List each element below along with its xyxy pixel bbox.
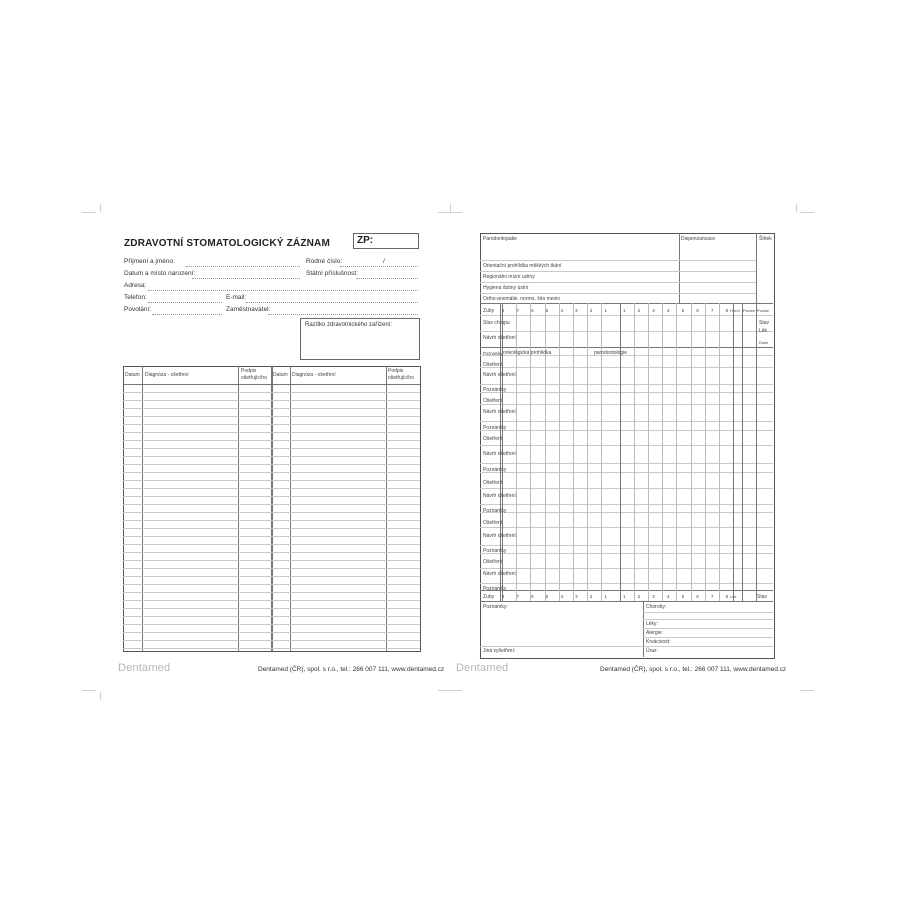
grid-col	[601, 303, 602, 601]
crop-mark	[438, 690, 462, 691]
stamp-label: Razítko zdravotnického zařízení:	[305, 322, 393, 328]
tooth-number: 2	[637, 594, 641, 599]
krvacivost-label: Krvácivost:	[646, 639, 671, 645]
tooth-number: 8	[725, 594, 728, 599]
name-label: Příjmení a jméno:	[124, 258, 175, 265]
stamp-box[interactable]	[300, 318, 420, 360]
table-row[interactable]	[123, 456, 420, 457]
dolni-label: Dolní	[759, 340, 769, 345]
uraz-label: Úraz:	[646, 648, 658, 654]
grid-row	[480, 488, 773, 489]
section-row-1: Orientační prohlídka měkkých tkání	[483, 263, 562, 269]
crop-mark	[100, 692, 101, 700]
tooth-number: 3	[652, 594, 655, 599]
tooth-number: 6	[696, 308, 699, 313]
tooth-number: 1	[604, 594, 607, 599]
birth-date-place-label: Datum a místo narození:	[124, 270, 196, 277]
section-row-3: Hygiena dutiny ústní	[483, 285, 529, 291]
grid-col	[676, 303, 677, 601]
grid-row	[480, 392, 773, 393]
footer-text: Dentamed (ČR), spol. s r.o., tel.: 266 007 111, www.dentamed.cz	[258, 666, 445, 673]
lower-teeth-numbers	[502, 594, 728, 599]
tooth-number: 3	[652, 308, 655, 313]
table-row[interactable]	[123, 528, 420, 529]
rule	[480, 646, 773, 647]
rule	[643, 628, 773, 629]
rule	[480, 271, 756, 272]
grid-row	[480, 315, 773, 316]
osetreni-label: Ošetření	[483, 520, 503, 526]
tooth-number: 7	[710, 308, 714, 313]
table-row[interactable]	[123, 424, 420, 425]
tooth-number: 5	[545, 308, 549, 313]
section-row-2: Regionální mízní uzliny	[483, 274, 535, 280]
rule	[480, 303, 773, 304]
navrh-osetreni-label: Návrh ošetření	[483, 533, 516, 539]
alergie-label: Alergie:	[646, 630, 663, 636]
birth-date-place-field[interactable]	[192, 278, 300, 279]
table-row[interactable]	[123, 504, 420, 505]
parodontopatie-label: Parodontopatie	[483, 236, 517, 242]
grid-col	[705, 303, 706, 601]
grid-row	[480, 404, 773, 405]
grid-col	[620, 303, 621, 601]
date-header: Datum	[125, 372, 140, 378]
poznamky-row-label: Poznámky	[483, 351, 503, 356]
table-row[interactable]	[123, 568, 420, 569]
address-field[interactable]	[148, 290, 418, 291]
rule	[480, 293, 756, 294]
tooth-number: 1	[623, 308, 626, 313]
poznamky-row-label: Poznámky	[483, 508, 507, 514]
poznamky-row-label: Poznámky	[483, 586, 507, 592]
occupation-field[interactable]	[152, 314, 222, 315]
grid-row	[480, 367, 773, 368]
header-rule	[123, 384, 420, 385]
grid-col	[573, 303, 574, 601]
dentamed-logo: Dentamed	[456, 662, 509, 674]
email-field[interactable]	[246, 302, 418, 303]
pozice-label: Pozice	[743, 308, 756, 313]
pozice-label-2: Pozice	[757, 308, 770, 313]
signature-header-2: ošetřujícího	[241, 375, 267, 381]
crop-mark	[800, 690, 814, 691]
table-row[interactable]	[123, 448, 420, 449]
tooth-number: 6	[531, 308, 534, 313]
grid-col	[733, 303, 734, 601]
table-row[interactable]	[123, 624, 420, 625]
tooth-number: 5	[545, 594, 549, 599]
stav-label: Stav	[759, 320, 770, 326]
rule	[643, 619, 773, 620]
tooth-number: 8	[502, 308, 505, 313]
table-row[interactable]	[123, 544, 420, 545]
horni-label: Horní	[730, 308, 740, 313]
navrh-osetreni-label: Návrh ošetření	[483, 451, 516, 457]
stav-label-bottom: Stav	[757, 594, 768, 600]
date-header: Datum	[273, 372, 288, 378]
table-row[interactable]	[123, 480, 420, 481]
footer-text: Dentamed (ČR), spol. s r.o., tel.: 266 007 111, www.dentamed.cz	[600, 666, 787, 673]
grid-row	[480, 512, 773, 513]
grid-col	[662, 303, 663, 601]
navrh-osetreni-label: Návrh ošetření	[483, 409, 516, 415]
jina-vysetreni-label: Jiná vyšetření:	[483, 648, 516, 654]
grid-col	[634, 303, 635, 601]
table-row[interactable]	[123, 488, 420, 489]
tooth-number: 7	[516, 308, 519, 313]
osetreni-label: Ošetření	[483, 436, 503, 442]
osetreni-label: Ošetření	[483, 559, 503, 565]
table-row[interactable]	[123, 536, 420, 537]
table-row[interactable]	[123, 416, 420, 417]
grid-row	[480, 527, 773, 528]
tooth-number: 1	[604, 308, 607, 313]
grid-row	[480, 472, 773, 473]
tooth-number: 2	[589, 594, 593, 599]
navrh-osetreni-label: Návrh ošetření	[483, 493, 516, 499]
crop-mark	[796, 204, 797, 212]
table-row[interactable]	[123, 520, 420, 521]
zp-box[interactable]	[353, 233, 419, 249]
stitek-label: Štítek	[759, 236, 772, 242]
phone-label: Telefon:	[124, 294, 147, 301]
grid-col	[545, 303, 549, 601]
poznamky-row-label: Poznámky	[483, 467, 507, 473]
osetreni-label: Ošetření	[483, 480, 503, 486]
table-row[interactable]	[123, 392, 420, 393]
crop-mark	[438, 212, 462, 213]
table-row[interactable]	[123, 600, 420, 601]
table-row[interactable]	[123, 640, 420, 641]
lek-label-bottom: Lék	[730, 594, 737, 599]
email-label: E-mail:	[226, 294, 247, 301]
lek-label: Lék	[759, 328, 768, 334]
grid-row	[480, 504, 773, 505]
crop-mark	[82, 690, 96, 691]
tooth-number: 1	[623, 594, 626, 599]
dispenzarizace-label: Dispenzarizace	[681, 236, 716, 242]
leky-label: Léky:	[646, 621, 658, 627]
zuby-label: Zuby	[483, 308, 495, 314]
choroby-label: Choroby:	[646, 604, 667, 610]
grid-row	[480, 568, 773, 569]
signature-header-2: ošetřujícího	[388, 375, 414, 381]
grid-col	[719, 303, 720, 601]
table-row[interactable]	[123, 648, 420, 649]
grid-col	[691, 303, 692, 601]
poznamky-row-label: Poznámky	[483, 548, 507, 554]
rule	[480, 282, 756, 283]
table-row[interactable]	[123, 432, 420, 433]
osetreni-label: Ošetření	[483, 362, 503, 368]
grid-row	[480, 553, 773, 554]
citizenship-label: Státní příslušnost:	[306, 270, 359, 277]
employer-field[interactable]	[268, 314, 418, 315]
rule	[480, 601, 773, 602]
diagnosis-header: Diagnóza - ošetření	[292, 372, 336, 378]
tooth-number: 4	[560, 594, 563, 599]
navrh-osetreni-label: Návrh ošetření	[483, 372, 516, 378]
crop-mark	[450, 204, 451, 212]
grid-row	[480, 545, 773, 546]
poznamky-row-label: Poznámky	[483, 425, 507, 431]
employer-label: Zaměstnavatel:	[226, 306, 271, 313]
tooth-number: 3	[575, 594, 578, 599]
section-row-4: Ortho-anomálie, normo, širo mesio	[483, 296, 560, 302]
tooth-number: 6	[531, 594, 534, 599]
diagnosis-header: Diagnóza - ošetření	[145, 372, 189, 378]
form-title: ZDRAVOTNÍ STOMATOLOGICKÝ ZÁZNAM	[124, 238, 331, 249]
rule	[643, 612, 773, 613]
table-row[interactable]	[123, 512, 420, 513]
dentamed-logo: Dentamed	[118, 662, 171, 674]
rule	[480, 260, 756, 261]
table-row[interactable]	[123, 592, 420, 593]
crop-mark	[800, 212, 814, 213]
tooth-number: 2	[637, 308, 641, 313]
navrh-osetreni-label: Návrh ošetření	[483, 335, 516, 341]
zuby-label-bottom: Zuby	[483, 594, 495, 600]
tooth-number: 5	[681, 308, 685, 313]
table-row[interactable]	[123, 408, 420, 409]
table-row[interactable]	[123, 464, 420, 465]
grid-row	[480, 590, 773, 591]
table-row[interactable]	[123, 584, 420, 585]
table-row[interactable]	[123, 552, 420, 553]
grid-row	[480, 463, 773, 464]
tooth-number: 7	[710, 594, 714, 599]
citizenship-field[interactable]	[356, 278, 418, 279]
occupation-label: Povolání:	[124, 306, 152, 313]
zp-label: ZP:	[357, 235, 374, 246]
table-row[interactable]	[123, 632, 420, 633]
birth-number-label: Rodné číslo:	[306, 258, 343, 265]
tooth-number: 7	[516, 594, 519, 599]
poznamky-row-label: Poznámky	[483, 387, 507, 393]
grid-row	[480, 384, 773, 385]
onkologicka-label: onkologická prohlídka	[503, 350, 552, 356]
poznamky-label: Poznámky:	[483, 604, 508, 610]
parodontologie-label: parodontologie	[594, 350, 628, 356]
top-divider	[756, 233, 757, 303]
crop-mark	[82, 212, 96, 213]
grid-col	[756, 303, 757, 601]
grid-col	[742, 303, 743, 601]
birth-number-field[interactable]	[340, 266, 418, 267]
table-row[interactable]	[123, 400, 420, 401]
grid-row	[480, 430, 773, 431]
tooth-number: 4	[667, 308, 670, 313]
table-row[interactable]	[123, 472, 420, 473]
stav-chrupu-label: Stav chrupu	[483, 320, 510, 326]
grid-row	[480, 347, 773, 348]
tooth-number: 2	[589, 308, 593, 313]
notes-divider	[643, 601, 644, 657]
tooth-number: 4	[560, 308, 563, 313]
tooth-number: 8	[502, 594, 505, 599]
grid-row	[480, 421, 773, 422]
upper-teeth-numbers	[502, 308, 728, 313]
signature-header: Podpis	[388, 368, 404, 374]
grid-row	[480, 583, 773, 584]
grid-col	[516, 303, 517, 601]
table-row[interactable]	[123, 608, 420, 609]
phone-field[interactable]	[148, 302, 222, 303]
tooth-number: 5	[681, 594, 685, 599]
tooth-number: 8	[725, 308, 728, 313]
grid-col	[587, 303, 588, 601]
birth-number-separator: /	[383, 258, 385, 265]
crop-mark	[100, 204, 101, 212]
rule	[643, 637, 773, 638]
grid-row	[480, 445, 773, 446]
table-row[interactable]	[123, 496, 420, 497]
table-row[interactable]	[123, 560, 420, 561]
table-row[interactable]	[123, 576, 420, 577]
navrh-osetreni-label: Návrh ošetření	[483, 571, 516, 577]
address-label: Adresa:	[124, 282, 147, 289]
signature-header: Podpis	[241, 368, 257, 374]
grid-col	[530, 303, 534, 601]
tooth-number: 6	[696, 594, 699, 599]
tooth-number: 3	[575, 308, 578, 313]
tooth-number: 4	[667, 594, 670, 599]
osetreni-label: Ošetření	[483, 398, 503, 404]
table-row[interactable]	[123, 616, 420, 617]
grid-col	[648, 303, 649, 601]
name-field[interactable]	[186, 266, 300, 267]
table-row[interactable]	[123, 440, 420, 441]
grid-col	[559, 303, 560, 601]
grid-row	[480, 331, 773, 332]
